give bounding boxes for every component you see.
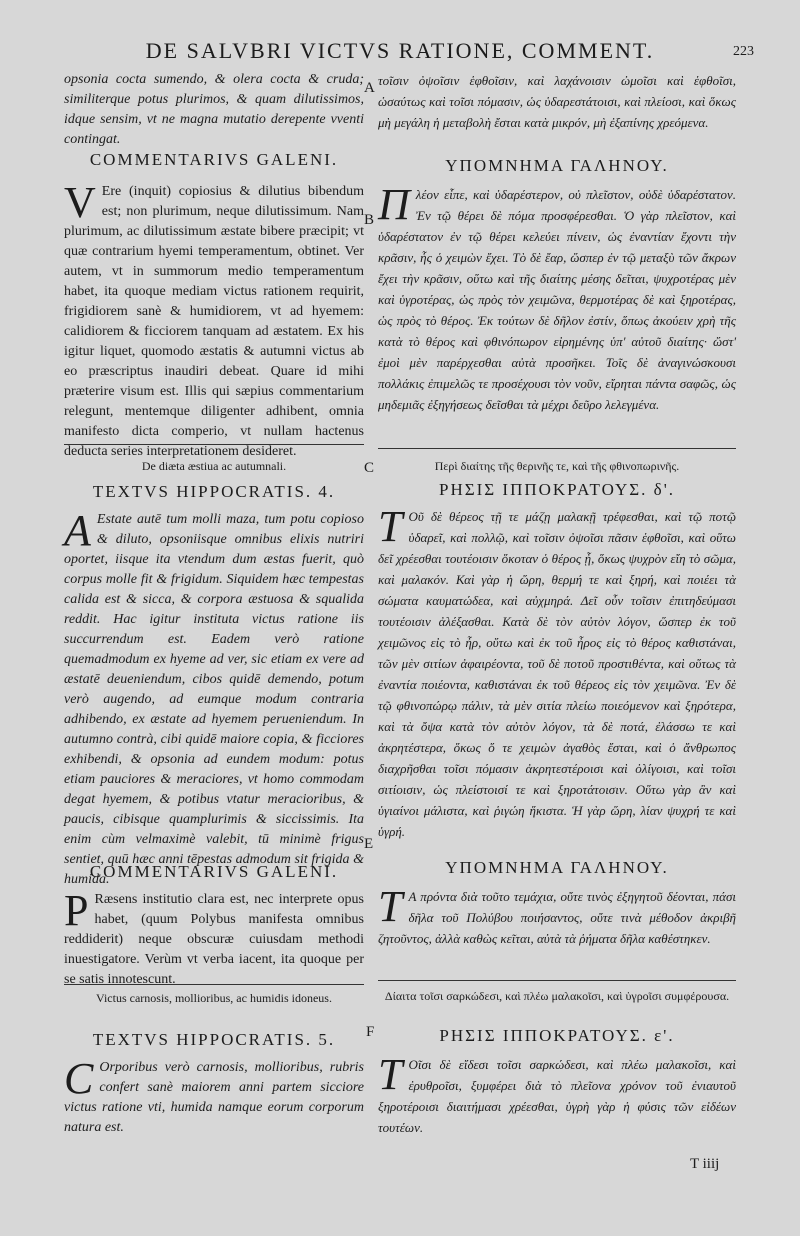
greek-text-heading-1: ΡΗΣΙΣ ΙΠΠΟΚΡΑΤΟΥΣ. δ'. bbox=[438, 480, 676, 499]
greek-intro: τοῖσιν ὀψοῖσιν ἑφθοῖσιν, καὶ λαχάνοισιν ὠμοῖσι καὶ ἑφθοῖσι, ὡσαύτως καὶ τοῖσι πόμασιν, ὡς ὑδαρεστάτοισι, καὶ πλείοσι, καὶ ὅκως μὴ μεγάλη ἡ μεταβολὴ ἔσται κατὰ μικρόν, μὴ ἐξαπίνης χρεόμενα. bbox=[378, 73, 736, 130]
drop-cap: Τ bbox=[378, 882, 403, 931]
margin-letter-a: A bbox=[364, 80, 375, 96]
page-number: 223 bbox=[733, 44, 754, 59]
latin-intro: opsonia cocta sumendo, & olera cocta & cruda; similiterque potus plurimos, & quam dilutissimos, idque sensim, vt ne magna mutatio derepente vventi contingat. bbox=[64, 72, 364, 147]
drop-cap: A bbox=[64, 506, 91, 555]
greek-commentary-heading-1: ΥΠΟΜΝΗΜΑ ΓΑΛΗΝΟΥ. bbox=[445, 156, 669, 175]
drop-cap: V bbox=[64, 178, 96, 227]
latin-subtitle-1: De diæta æstiua ac autumnali. bbox=[141, 459, 287, 473]
latin-text-heading-2: TEXTVS HIPPOCRATIS. 5. bbox=[92, 1030, 336, 1049]
latin-text-heading-1: TEXTVS HIPPOCRATIS. 4. bbox=[92, 482, 336, 501]
drop-cap: Τ bbox=[378, 1050, 403, 1099]
margin-letter-c: C bbox=[364, 460, 375, 476]
latin-text-2: C Orporibus verò carnosis, mollioribus, rubris confert sanè maiorem anni partem sicciore victus ratione vti, humida namque eorum corporum natura est. bbox=[64, 1054, 364, 1135]
margin-letter-f: F bbox=[366, 1024, 375, 1040]
greek-subtitle-1: Περὶ διαίτης τῆς θερινῆς τε, καὶ τῆς φθινοπωρινῆς. bbox=[434, 459, 680, 473]
latin-commentary-2: P Ræsens institutio clara est, nec interprete opus habet, (quum Polybus manifesta omnibus reddiderit) neque obscuræ cuiusdam methodi inuestigatore. Verùm vt verba iacent, ita quoque per se satis innotescunt. bbox=[64, 886, 364, 987]
margin-letter-e: E bbox=[364, 836, 374, 852]
greek-text-2: Τ Οῖσι δὲ εἴδεσι τοῖσι σαρκώδεσι, καὶ πλέω μαλακοῖσι, καὶ ἐρυθροῖσι, ξυμφέρει διὰ τὸ πλεῖονα χρόνον τοῦ ἐνιαυτοῦ ξηροτέροισι διαιτήμασι χρέεσθαι, ὑγρὴ γὰρ ἡ φύσις τῶν εἰδέων τουτέων. bbox=[378, 1050, 736, 1135]
greek-commentary-1: Πλέον εἶπε, καὶ ὑδαρέστερον, οὐ πλεῖστον, οὐδὲ ὑδαρέστατον. Ἐν τῷ θέρει δὲ πόμα προσφέρεσθαι. Ὁ γὰρ πλεῖστον, καὶ ὑδαρέστατον ἐν τῷ θέρει κελεύει πίνειν, ὡς ἐναντίαν ἔχοντι τὴν κρᾶσιν, ἧς ὁ χειμὼν ἔχει. Τὸ δὲ ἔαρ, ὥσπερ ἐν τῷ μεταξὺ τῶν ἄκρων ἔχει τὴν κρᾶσιν, οὕτω καὶ τῆς διαίτης μέσης δεῖται, ψυχροτέρας μὲν καὶ ὑγροτέρας, ὡς πρὸς τὸν χειμῶνα, θερμοτέρας δὲ καὶ ξηροτέρας, ὡς πρὸς τὸ θέρος. Ἐκ τούτων δὲ δῆλον ἐστίν, ὅπως ἀκούειν χρὴ τῆς κατὰ τὸ θέρος καὶ φθινόπωρον εἰρημένης ὑπ' αὐτοῦ διαίτης· ὥστ' ἐμοὶ μὲν παρέρχεσθαι αὐτὰ προσῆκει. Τοῖς δὲ ἀναγινώσκουσι πολλάκις ἐπιμελῶς τε προσέχουσι τὸν νοῦν, εἴρηται πάντα σαφῶς, ὡς μηδεμιᾶς ἐξηγήσεως δεῖσθαι τὰ μέχρι δεῦρο λελεγμένα. bbox=[378, 180, 736, 412]
drop-cap: P bbox=[64, 886, 89, 935]
latin-text-1: A Estate autē tum molli maza, tum potu copioso & diluto, opsoniisque omnibus elixis nutriri oportet, iisque ita vtendum dum æstas fuerit, quò corpus molle fit & frigidum. Siquidem hæc tempestas calida est & sicca, & corpora æstuosa & squalida reddit. Hac igitur instituta victus ratione iis succurrendum est. Eadem verò ratione quemadmodum ex hyeme ad ver, sic etiam ex vere ad æstatē deueniendum, cibos quidē demendo, potum verò augendo, ad eumque modum contraria adhibendo, ex æstate ad hyemem perueniendum. In autumno contrà, cibi quidē maiore copia, & ficciores exhibendi, & opsonia ad eundem modum: potus etiam pauciores & meraciores, vt homo commodam degat hyemem, & potibus vtatur meracioribus, & paucis, cibisque quamplurimis & siccissimis. Ita enim cùm velmaximè valebit, tū minimè frigus sentiet, quū hæc anni tēpestas admodum sit frigida & humida. bbox=[64, 506, 364, 887]
drop-cap: Π bbox=[378, 180, 410, 229]
latin-commentary-heading-1: COMMENTARIVS GALENI. bbox=[89, 150, 339, 169]
greek-column bbox=[378, 70, 736, 154]
margin-letter-b: B bbox=[364, 212, 375, 228]
drop-cap: C bbox=[64, 1054, 94, 1103]
signature-mark: T iiij bbox=[690, 1156, 720, 1172]
greek-text-1: Τ Οῦ δὲ θέρεος τῇ τε μάζῃ μαλακῇ τρέφεσθαι, καὶ τῷ ποτῷ ὑδαρεῖ, καὶ πολλῷ, καὶ τοῖσιν ὀψοῖσι πᾶσιν ἑφθοῖσι, καὶ οὕτω δεῖ χρέεσθαι τουτέοισιν ὅκοταν ὁ θέρος ᾖ, ὅκως ψυχρὸν εἴη τὸ σῶμα, καὶ μαλακόν. Καὶ γὰρ ἡ ὥρη, θερμή τε καὶ ξηρή, καὶ ποιέει τὰ σώματα καυματώδεα, καὶ αὐχμηρά. Δεῖ οὖν τοῖσιν ἐπιτηδεύμασι τουτέοισιν ἀλέξασθαι. Κατὰ δὲ τὸν αὐτὸν λόγον, ὥσπερ ἐκ τοῦ χειμῶνος εἰς τὸ ἦρ, οὕτω καὶ ἐκ τοῦ ἦρος εἰς τὸ θέρος καθιστάναι, τῶν μὲν σιτίων ἀφαιρέοντα, τοῦ δὲ ποτοῦ προστιθέντα, καὶ οὕτως τὰ ἐναντία ποιέοντα, καθιστάναι ἐκ τοῦ θέρεος εἰς τὸν χειμῶνα. Ἐν δὲ τῷ φθινοπώρῳ πάλιν, τὰ μὲν σιτία πλείω ποιεόμενον καὶ ξηρότερα, καὶ τὰ ὄψα κατὰ τὸν αὐτὸν λόγον, τὰ δὲ ποτά, ἐλάσσω τε καὶ ἀκρητέστερα, ὅκως ὅ τε χειμὼν ἀγαθὸς ἔσται, καὶ ὁ ἄνθρωπος διαχρῆσθαι τοῖσι πόμασιν ἀκρητεστέροισι καὶ ὀλίγοισι, καὶ τοῖσι σιτίοισιν, ὡς πλείστοισί τε καὶ ξηροτάτοισιν. Οὕτω γὰρ ἂν καὶ ὑγιαίνοι μάλιστα, καὶ ῥιγώη ἥκιστα. Ἡ γὰρ ὥρη, λίαν ψυχρή τε καὶ ὑγρή. bbox=[378, 502, 736, 839]
greek-subtitle-2: Δίαιτα τοῖσι σαρκώδεσι, καὶ πλέω μαλακοῖσι, καὶ ὑγροῖσι συμφέρουσα. bbox=[384, 989, 730, 1003]
latin-commentary-1: V Ere (inquit) copiosius & dilutius bibendum est; non plurimum, neque dilutissimum. Nam plurimum, ac dilutissimum æstate bibere præcipit; vt quæ contrarium hyemi temperamentum, obtinet. Ver autem, vt in summorum medio temperamentum habet, ita quoque mediam victus rationem requirit, frigidiorem sanè & humidiorem, vt ad hyemem: calidiorem & ficciorem tanquam ad æstatem. Ex his igitur liquet, quomodo æstatis & autumni victus ab eo præscriptus inaudiri debeat. Quare id mihi præterire visum est. Illis qui sæpius commentarium relegunt, mentemque diligenter adhibent, omnia manifesto dicta comperio, vt nullam hactenus deducta series interpretationem desideret. bbox=[64, 178, 364, 459]
drop-cap: Τ bbox=[378, 502, 403, 551]
latin-subtitle-2: Victus carnosis, mollioribus, ac humidis idoneus. bbox=[96, 991, 332, 1005]
greek-commentary-2: Τ Α πρόντα διὰ τοῦτο τεμάχια, οὔτε τινὸς ἐξηγητοῦ δέονται, πάσι δῆλα τοῦ Πολύβου ποιήσαντος, οὔτε τινὰ μέθοδον ἀκριβῆ ζητοῦντος, ἀλλὰ καθὼς κεῖται, αὐτὰ τὰ ῥήματα δῆλα καθέστηκεν. bbox=[378, 882, 736, 946]
greek-text-heading-2: ΡΗΣΙΣ ΙΠΠΟΚΡΑΤΟΥΣ. ε'. bbox=[439, 1026, 675, 1045]
latin-column bbox=[64, 70, 364, 150]
running-header: DE SALVBRI VICTVS RATIONE, COMMENT. bbox=[145, 38, 655, 63]
greek-commentary-heading-2: ΥΠΟΜΝΗΜΑ ΓΑΛΗΝΟΥ. bbox=[445, 858, 669, 877]
latin-commentary-heading-2: COMMENTARIVS GALENI. bbox=[89, 862, 339, 881]
